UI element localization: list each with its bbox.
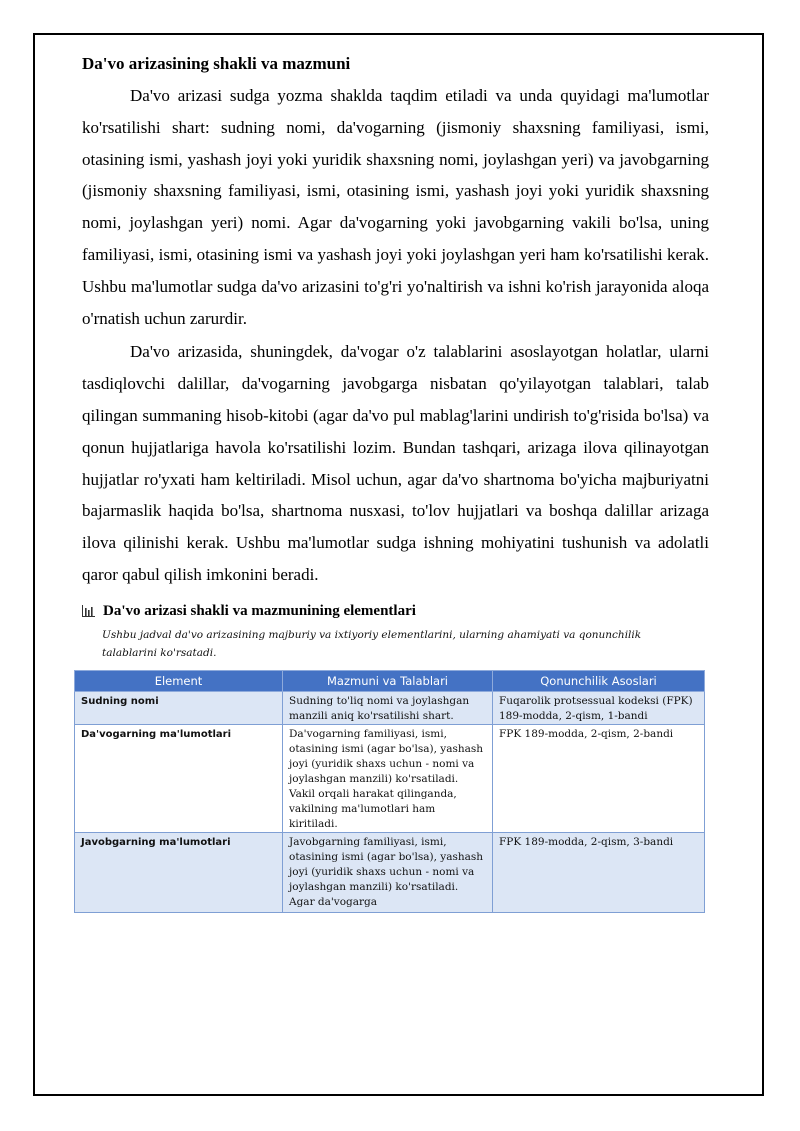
table-row — [75, 724, 705, 832]
document-content — [82, 54, 709, 913]
cell-content: Da'vogarning familiyasi, ismi, otasining ismi (agar bo'lsa), yashash joyi (yuridik shaxs uchun - nomi va joylashgan manzili) ko'rsatiladi. Vakil orqali harakat qilinganda, vakilning ma'lumotlari ham kiritiladi. — [283, 724, 493, 832]
elements-table — [74, 670, 705, 913]
table-header-row — [75, 670, 705, 691]
table-title-row — [82, 603, 709, 620]
column-header-element: Element — [75, 670, 283, 691]
table-row — [75, 691, 705, 724]
table-title: Da'vo arizasi shakli va mazmunining elementlari — [103, 602, 416, 619]
column-header-content: Mazmuni va Talablari — [283, 670, 493, 691]
paragraph: Da'vo arizasi sudga yozma shaklda taqdim etiladi va unda quyidagi ma'lumotlar ko'rsatilishi shart: sudning nomi, da'vogarning (jismoniy shaxsning familiyasi, ismi, otasining ismi, yashash joyi yoki yuridik shaxsning nomi, joylashgan yeri) va javobgarning (jismoniy shaxsning familiyasi, ismi, otasining ismi, yashash joyi yoki yuridik shaxsning nomi, joylashgan yeri) nomi. Agar da'vogarning yoki javobgarning vakili bo'lsa, uning familiyasi, ismi, otasining ismi va yashash joyi yoki joylashgan yeri ham ko'rsatilishi kerak. Ushbu ma'lumotlar sudga da'vo arizasini to'g'ri yo'naltirish va ishni ko'rish jarayonida aloqa o'rnatish uchun zarurdir. — [82, 86, 709, 328]
cell-law: FPK 189-modda, 2-qism, 2-bandi — [493, 724, 705, 832]
section-heading: Da'vo arizasining shakli va mazmuni — [82, 54, 351, 73]
cell-law: FPK 189-modda, 2-qism, 3-bandi — [493, 832, 705, 912]
cell-content: Sudning to'liq nomi va joylashgan manzili aniq ko'rsatilishi shart. — [283, 691, 493, 724]
bar-chart-icon — [82, 605, 95, 617]
column-header-law: Qonunchilik Asoslari — [493, 670, 705, 691]
cell-law: Fuqarolik protsessual kodeksi (FPK) 189-modda, 2-qism, 1-bandi — [493, 691, 705, 724]
table-row — [75, 832, 705, 912]
cell-content: Javobgarning familiyasi, ismi, otasining ismi (agar bo'lsa), yashash joyi (yuridik shaxs uchun - nomi va joylashgan manzili) ko'rsatiladi. Agar da'vogarga — [283, 832, 493, 912]
paragraph: Da'vo arizasida, shuningdek, da'vogar o'z talablarini asoslayotgan holatlar, ularni tasdiqlovchi dalillar, da'vogarning javobgarga nisbatan qo'yilayotgan talablari, talab qilingan summaning hisob-kitobi (agar da'vo pul mablag'larini undirish to'g'risida bo'lsa) va qonun hujjatlariga havola ko'rsatilishi lozim. Bundan tashqari, arizaga ilova qilinayotgan hujjatlar ro'yxati ham keltiriladi. Misol uchun, agar da'vo shartnoma bo'yicha majburiyatni bajarmaslik haqida bo'lsa, shartnoma nusxasi, to'lov hujjatlari va boshqa dalillar arizaga ilova qilinishi kerak. Ushbu ma'lumotlar sudga ishning mohiyatini tushunish va adolatli qaror qabul qilish imkonini beradi. — [82, 342, 709, 584]
table-caption: Ushbu jadval da'vo arizasining majburiy va ixtiyoriy elementlarini, ularning ahamiyati va qonunchilik talablarini ko'rsatadi. — [102, 628, 642, 659]
cell-element: Da'vogarning ma'lumotlari — [75, 724, 283, 832]
cell-element: Javobgarning ma'lumotlari — [75, 832, 283, 912]
cell-element: Sudning nomi — [75, 691, 283, 724]
